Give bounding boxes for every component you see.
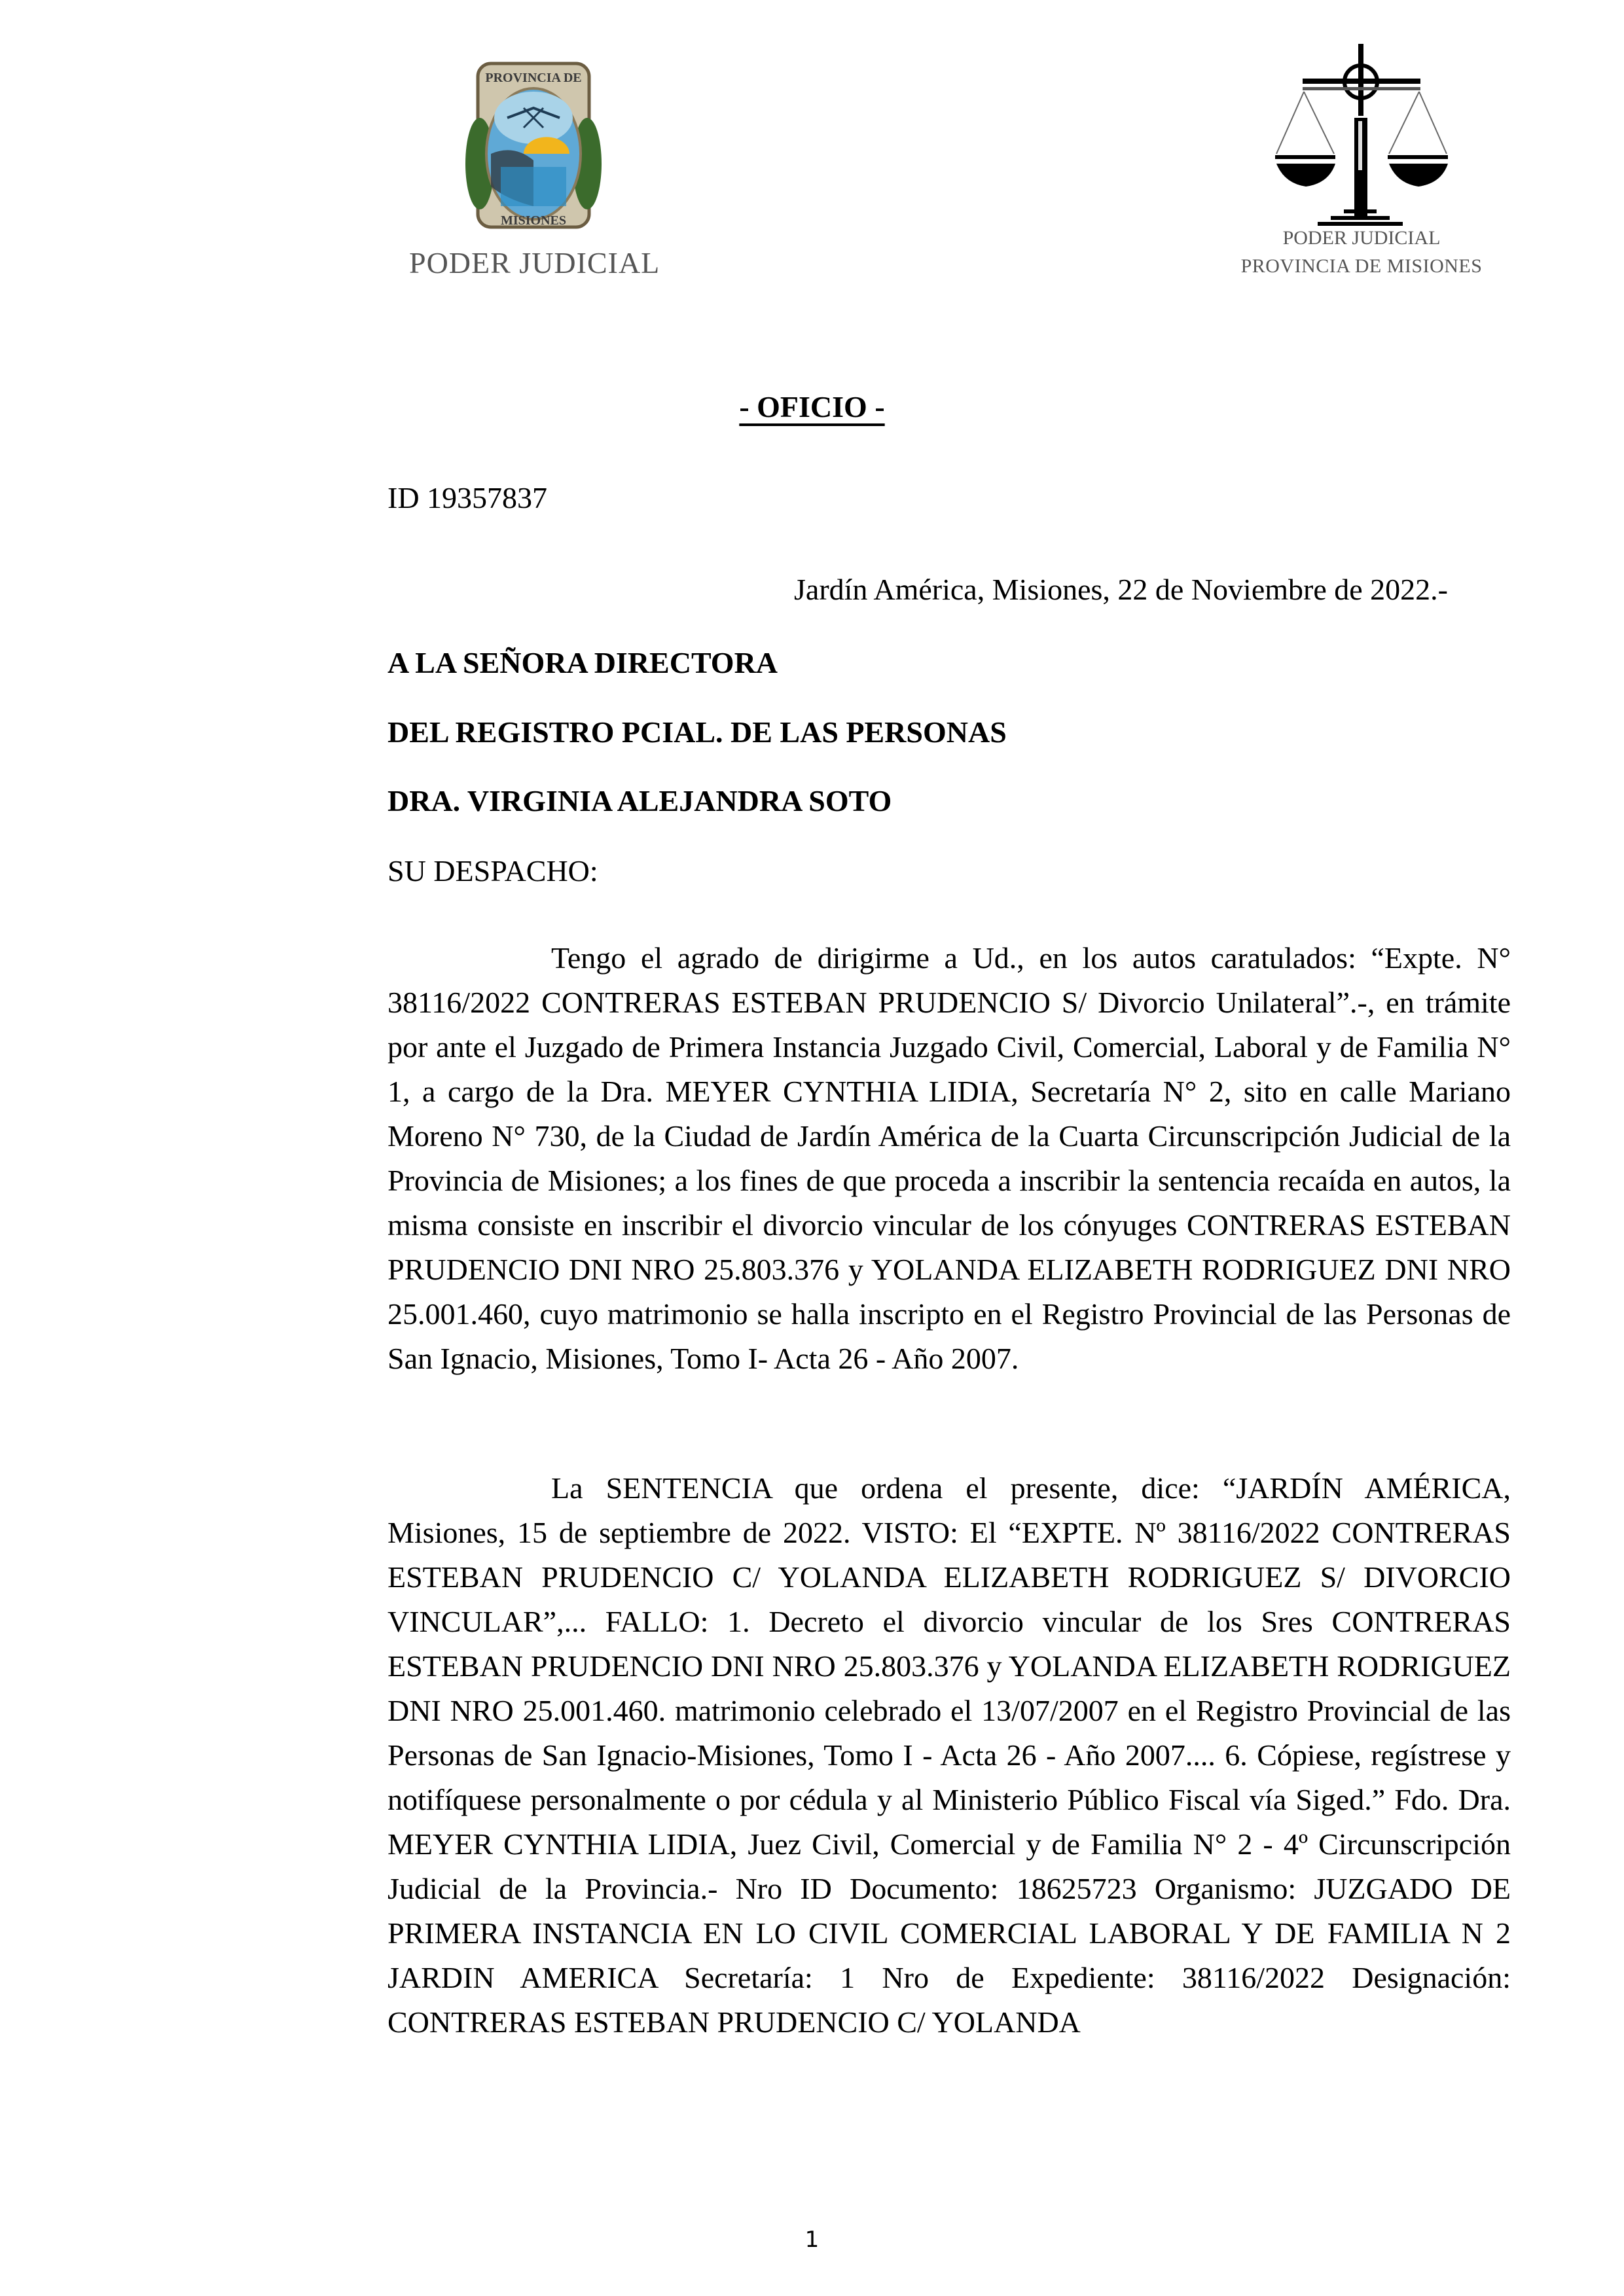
addressee-line-2: DEL REGISTRO PCIAL. DE LAS PERSONAS [388,715,1007,749]
body-paragraph-2 [388,1466,1511,2045]
left-logo-caption: PODER JUDICIAL [409,246,660,279]
provincia-de-misiones-logo [409,56,658,285]
salutation: SU DESPACHO: [388,854,598,888]
document-id: ID 19357837 [388,481,548,514]
body-paragraph-2-text: La SENTENCIA que ordena el presente, dice: “JARDÍN AMÉRICA, Misiones, 15 de septiembre de 2022. VISTO: El “EXPTE. Nº 38116/2022 CONTRERAS ESTEBAN PRUDENCIO C/ YOLANDA ELIZABETH RODRIGUEZ S/ DIVORCIO VINCULAR”,... FALLO: 1. Decreto el divorcio vincular de los Sres CONTRERAS ESTEBAN PRUDENCIO DNI NRO 25.803.376 y YOLANDA ELIZABETH RODRIGUEZ DNI NRO 25.001.460. matrimonio celebrado el 13/07/2007 en el Registro Provincial de las Personas de San Ignacio-Misiones, Tomo I - Acta 26 - Año 2007.... 6. Cópiese, regístrese y notifíquese personalmente o por cédula y al Ministerio Público Fiscal vía Siged.” Fdo. Dra. MEYER CYNTHIA LIDIA, Juez Civil, Comercial y de Familia N° 2 - 4º Circunscripción Judicial de la Provincia.- Nro ID Documento: 18625723 Organismo: JUZGADO DE PRIMERA INSTANCIA EN LO CIVIL COMERCIAL LABORAL Y DE FAMILIA N 2 JARDIN AMERICA Secretaría: 1 Nro de Expediente: 38116/2022 Designación: CONTRERAS ESTEBAN PRUDENCIO C/ YOLANDA [388,1471,1511,2039]
place-and-date: Jardín América, Misiones, 22 de Noviembre de 2022.- [794,573,1448,606]
svg-text:MISIONES: MISIONES [500,213,567,228]
addressee-line-3: DRA. VIRGINIA ALEJANDRA SOTO [388,784,892,817]
addressee-line-1: A LA SEÑORA DIRECTORA [388,646,778,679]
document-title [0,389,1624,424]
poder-judicial-scales-logo [1224,43,1499,291]
page-number: 1 [804,2227,820,2253]
right-logo-caption-line1: PODER JUDICIAL [1282,227,1441,249]
right-logo-caption-line2: PROVINCIA DE MISIONES [1240,255,1483,277]
provincia-de-misiones-coat-of-arms-icon [409,56,658,245]
svg-text:PROVINCIA DE: PROVINCIA DE [485,71,582,85]
document-title-text: - OFICIO - [739,390,885,423]
body-paragraph-1 [388,936,1511,1381]
scales-of-justice-icon [1224,43,1499,226]
body-paragraph-1-text: Tengo el agrado de dirigirme a Ud., en los autos caratulados: “Expte. N° 38116/2022 CONTRERAS ESTEBAN PRUDENCIO S/ Divorcio Unilateral”.-, en trámite por ante el Juzgado de Primera Instancia Juzgado Civil, Comercial, Laboral y de Familia N° 1, a cargo de la Dra. MEYER CYNTHIA LIDIA, Secretaría N° 2, sito en calle Mariano Moreno N° 730, de la Ciudad de Jardín América de la Cuarta Circunscripción Judicial de la Provincia de Misiones; a los fines de que proceda a inscribir la sentencia recaída en autos, la misma consiste en inscribir el divorcio vincular de los cónyuges CONTRERAS ESTEBAN PRUDENCIO DNI NRO 25.803.376 y YOLANDA ELIZABETH RODRIGUEZ DNI NRO 25.001.460, cuyo matrimonio se halla inscripto en el Registro Provincial de las Personas de San Ignacio, Misiones, Tomo I- Acta 26 - Año 2007. [388,941,1511,1375]
